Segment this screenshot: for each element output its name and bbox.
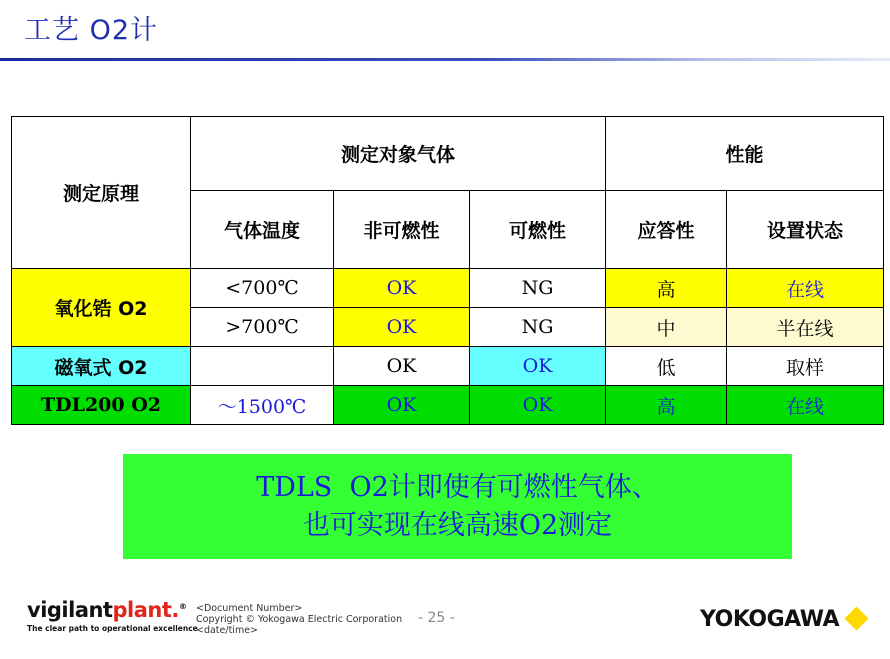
page-number: - 25 -	[418, 610, 455, 626]
cell-install: 在线	[727, 386, 884, 425]
document-meta	[196, 603, 402, 636]
cell-combustible: OK	[470, 386, 606, 425]
cell-response: 中	[606, 308, 727, 347]
table-row	[12, 269, 884, 308]
cell-response: 高	[606, 386, 727, 425]
copyright: Copyright © Yokogawa Electric Corporation	[196, 614, 403, 625]
cell-principle-tdl: TDL200 O2	[12, 386, 191, 425]
cell-response: 高	[606, 269, 727, 308]
cell-combustible: NG	[470, 269, 606, 308]
cell-combustible: OK	[470, 347, 606, 386]
header-performance: 性能	[606, 117, 884, 191]
brand-reg: ®	[178, 602, 187, 611]
cell-non-combustible: OK	[334, 269, 470, 308]
brand-suffix: .	[171, 598, 179, 622]
cell-temp: ～1500℃	[191, 386, 334, 425]
table-row	[12, 347, 884, 386]
cell-response: 低	[606, 347, 727, 386]
cell-principle-zirconia: 氧化锆 O2	[12, 269, 191, 347]
cell-temp: >700℃	[191, 308, 334, 347]
doc-number: <Document Number>	[196, 603, 303, 614]
cell-install: 取样	[727, 347, 884, 386]
header-response: 应答性	[606, 191, 727, 269]
cell-temp: <700℃	[191, 269, 334, 308]
callout-line-1: TDLS O2计即使有可燃性气体、	[256, 472, 659, 503]
callout-line-2: 也可实现在线高速O2测定	[302, 510, 613, 541]
header-install: 设置状态	[727, 191, 884, 269]
cell-non-combustible: OK	[334, 347, 470, 386]
brand-accent: plant	[112, 598, 172, 622]
cell-non-combustible: OK	[334, 308, 470, 347]
cell-non-combustible: OK	[334, 386, 470, 425]
brand-tagline: The clear path to operational excellence	[27, 624, 198, 633]
doc-date: <date/time>	[196, 625, 259, 636]
cell-install: 在线	[727, 269, 884, 308]
vigilantplant-logo	[27, 598, 198, 633]
table-row	[12, 386, 884, 425]
slide-title: 工艺 O2计	[24, 15, 159, 46]
cell-principle-magnetic: 磁氧式 O2	[12, 347, 191, 386]
conclusion-callout	[123, 454, 792, 559]
header-combustible: 可燃性	[470, 191, 606, 269]
header-gas-temp: 气体温度	[191, 191, 334, 269]
header-non-combustible: 非可燃性	[334, 191, 470, 269]
header-principle: 测定原理	[12, 117, 191, 269]
title-divider	[0, 58, 890, 61]
cell-install: 半在线	[727, 308, 884, 347]
cell-temp	[191, 347, 334, 386]
header-target-gas: 测定对象气体	[191, 117, 606, 191]
o2-comparison-table	[11, 116, 884, 425]
cell-combustible: NG	[470, 308, 606, 347]
brand-main: vigilant	[27, 598, 113, 622]
company-logo-text: YOKOGAWA	[700, 607, 840, 632]
